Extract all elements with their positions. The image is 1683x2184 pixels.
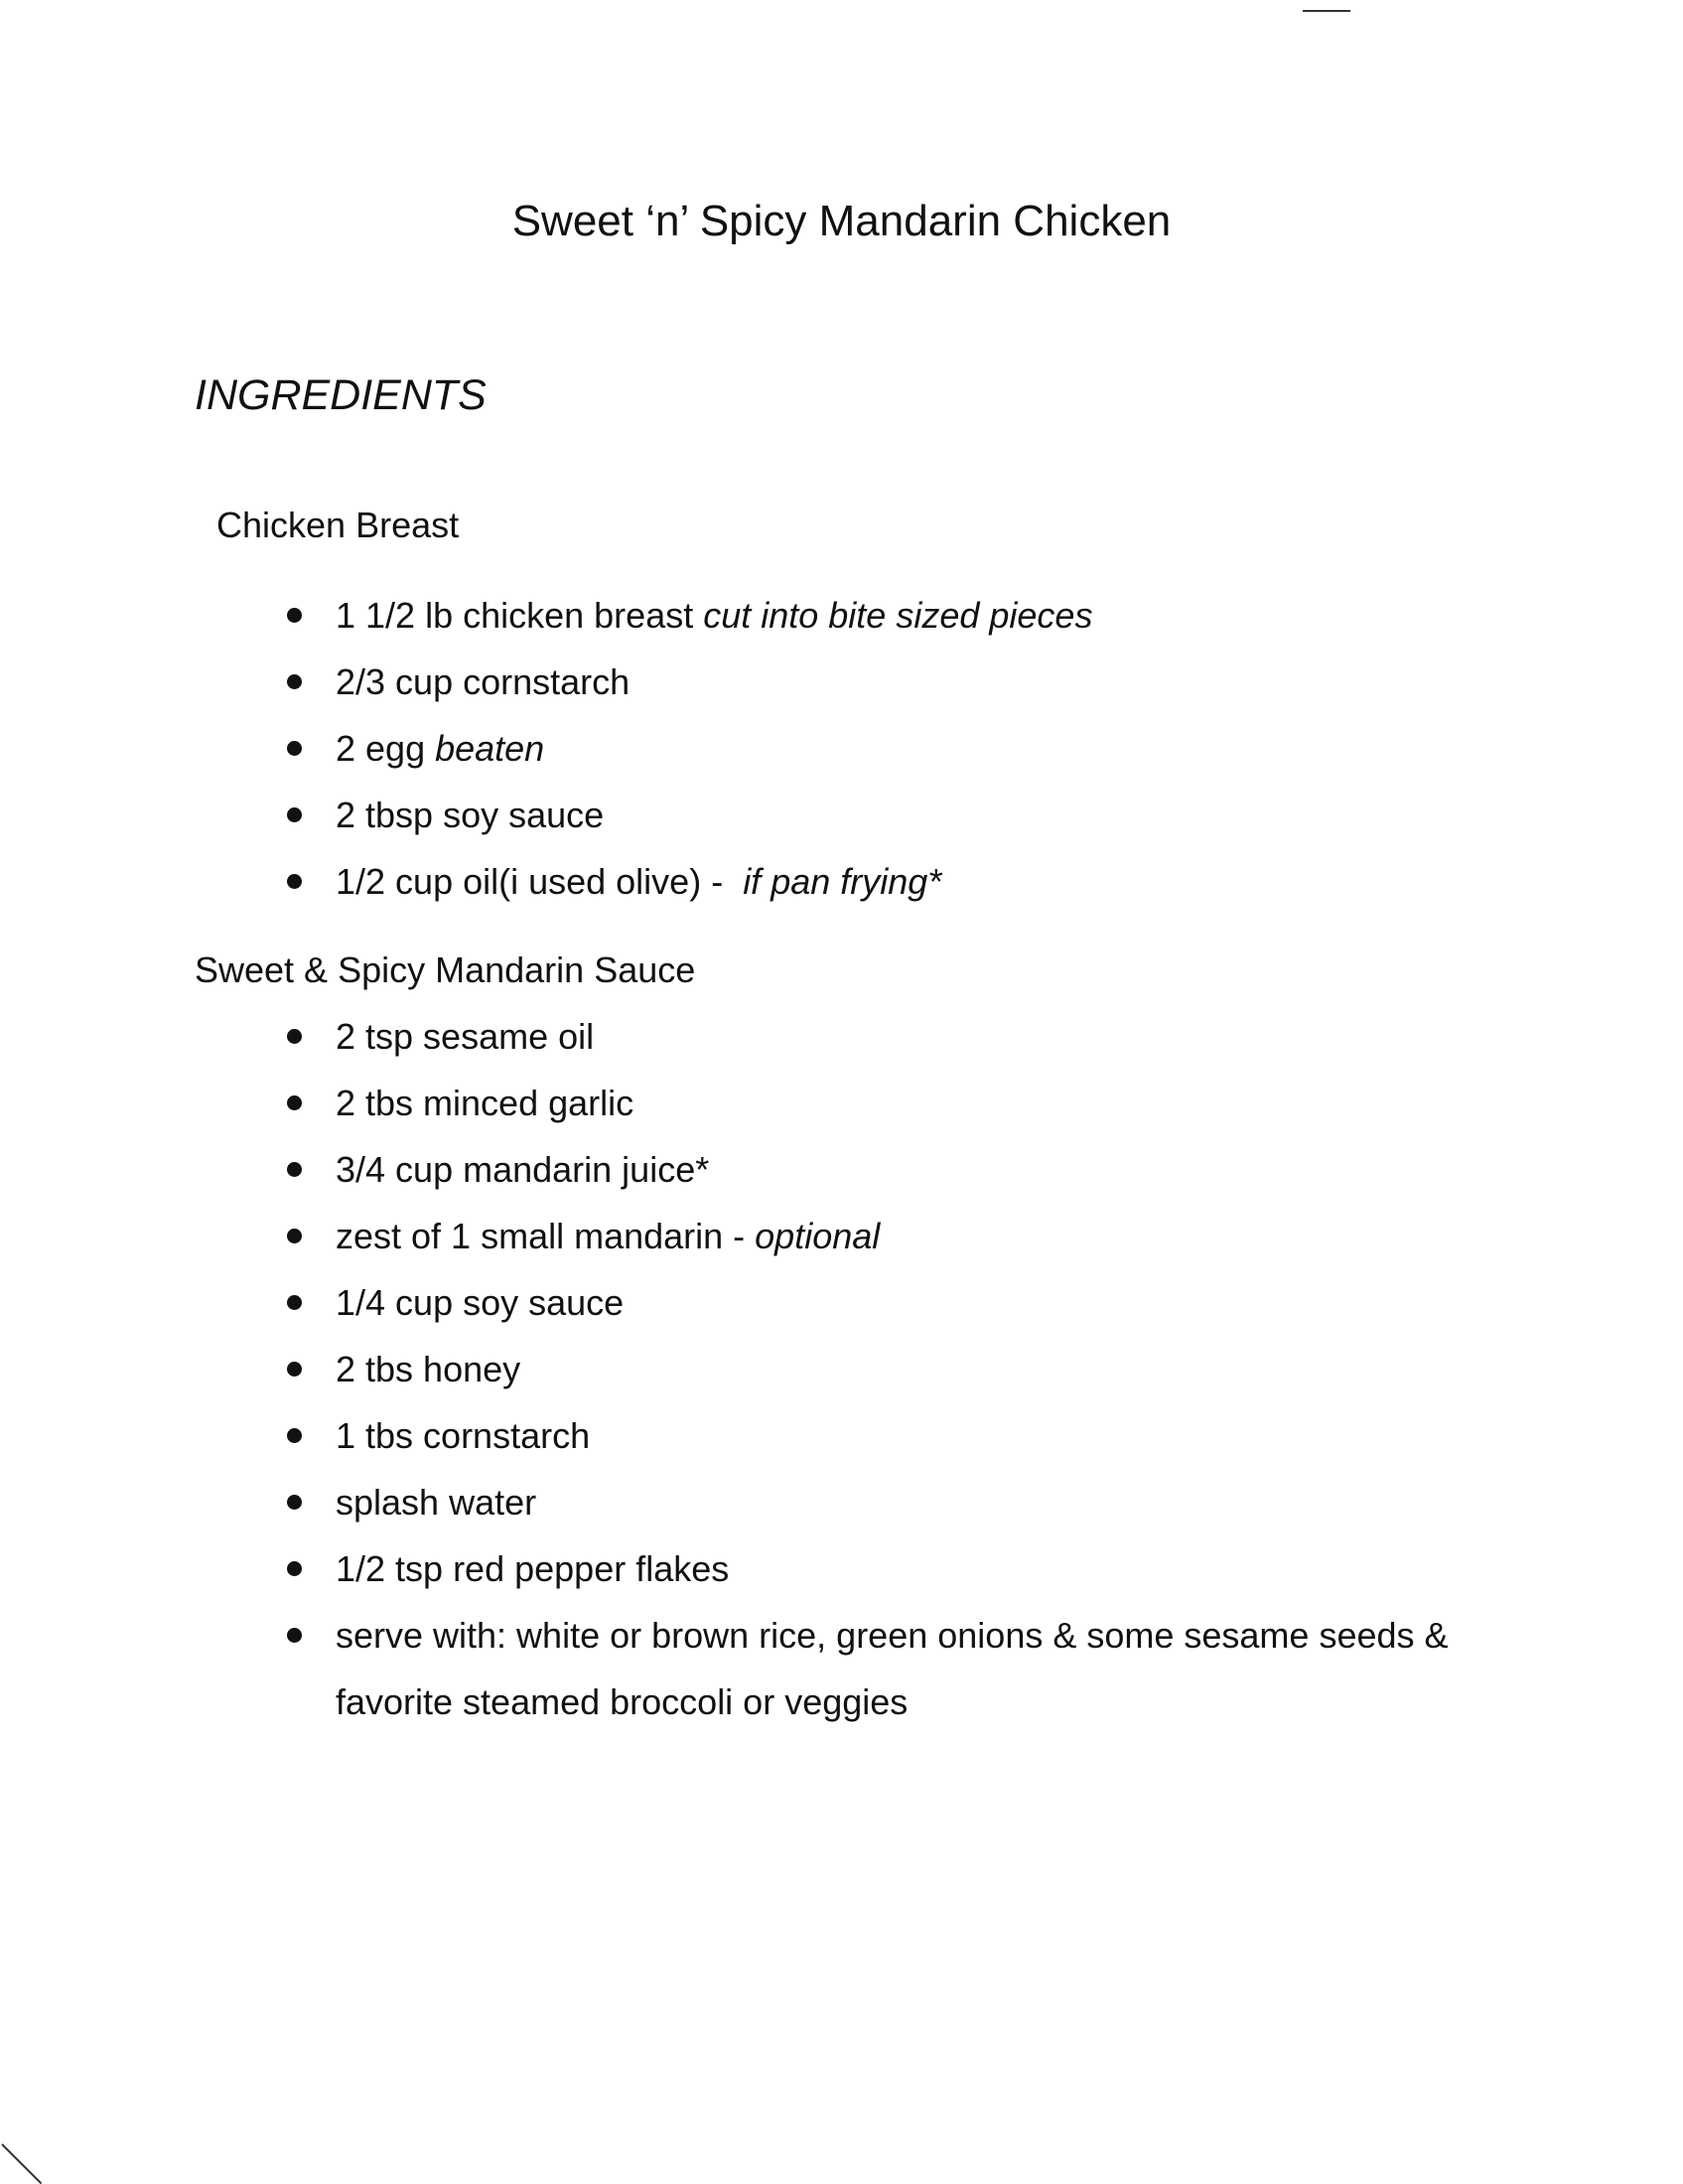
bullet-icon: [287, 1495, 302, 1510]
ingredient-text: 2 tbsp soy sauce: [336, 795, 605, 835]
list-item: [0, 582, 1527, 649]
ingredient-note: optional: [755, 1216, 881, 1256]
chicken-breast-ingredient-list: [0, 582, 1527, 915]
ingredient-text: 2 egg: [336, 728, 436, 769]
list-item: [0, 1003, 1527, 1070]
ingredient-text: 2 tsp sesame oil: [336, 1016, 595, 1057]
ingredient-note: beaten: [435, 728, 545, 769]
list-item: [0, 1469, 1527, 1535]
bullet-icon: [287, 1095, 302, 1110]
ingredient-text: 1/2 cup oil(i used olive) -: [336, 861, 744, 902]
list-item: [0, 1402, 1527, 1469]
scan-artifact-top-right: [1303, 10, 1350, 12]
page-title: Sweet ‘n’ Spicy Mandarin Chicken: [511, 197, 1172, 245]
list-item: [0, 1602, 1527, 1735]
ingredients-heading: INGREDIENTS: [195, 371, 487, 419]
list-item: [0, 782, 1527, 848]
bullet-icon: [287, 1229, 302, 1243]
ingredient-text: 2 tbs minced garlic: [336, 1083, 634, 1123]
ingredient-text: zest of 1 small mandarin -: [336, 1216, 756, 1256]
mandarin-sauce-group-title: Sweet & Spicy Mandarin Sauce: [195, 949, 696, 990]
ingredient-text: 1 1/2 lb chicken breast: [336, 595, 704, 636]
list-item: [0, 1535, 1527, 1602]
list-item: [0, 1336, 1527, 1402]
bullet-icon: [287, 741, 302, 756]
bullet-icon: [287, 1162, 302, 1177]
ingredient-text: 1/2 tsp red pepper flakes: [336, 1548, 730, 1589]
ingredient-text: 3/4 cup mandarin juice*: [336, 1149, 710, 1190]
ingredient-text: 1/4 cup soy sauce: [336, 1282, 625, 1323]
ingredient-note: cut into bite sized pieces: [703, 595, 1093, 636]
list-item: [0, 1136, 1527, 1203]
list-item: [0, 715, 1527, 782]
list-item: [0, 649, 1527, 715]
list-item: [0, 1070, 1527, 1136]
chicken-breast-group-title: Chicken Breast: [216, 505, 460, 545]
bullet-icon: [287, 608, 302, 623]
list-item: [0, 1269, 1527, 1336]
list-item: [0, 1203, 1527, 1269]
scan-artifact-bottom-left: [1, 2143, 42, 2184]
bullet-icon: [287, 874, 302, 889]
bullet-icon: [287, 807, 302, 822]
ingredient-text: splash water: [336, 1482, 537, 1523]
bullet-icon: [287, 1362, 302, 1377]
bullet-icon: [287, 1561, 302, 1576]
ingredient-text: 2 tbs honey: [336, 1349, 521, 1389]
bullet-icon: [287, 1295, 302, 1310]
ingredient-text: 1 tbs cornstarch: [336, 1415, 591, 1456]
bullet-icon: [287, 1628, 302, 1643]
ingredient-text: serve with: white or brown rice, green onions & some sesame seeds & favorite steamed broccoli or veggies: [336, 1615, 1449, 1722]
bullet-icon: [287, 1029, 302, 1044]
list-item: [0, 848, 1527, 915]
mandarin-sauce-ingredient-list: [0, 1003, 1527, 1735]
ingredient-text: 2/3 cup cornstarch: [336, 661, 631, 702]
bullet-icon: [287, 674, 302, 689]
bullet-icon: [287, 1428, 302, 1443]
ingredient-note: if pan frying*: [743, 861, 942, 902]
